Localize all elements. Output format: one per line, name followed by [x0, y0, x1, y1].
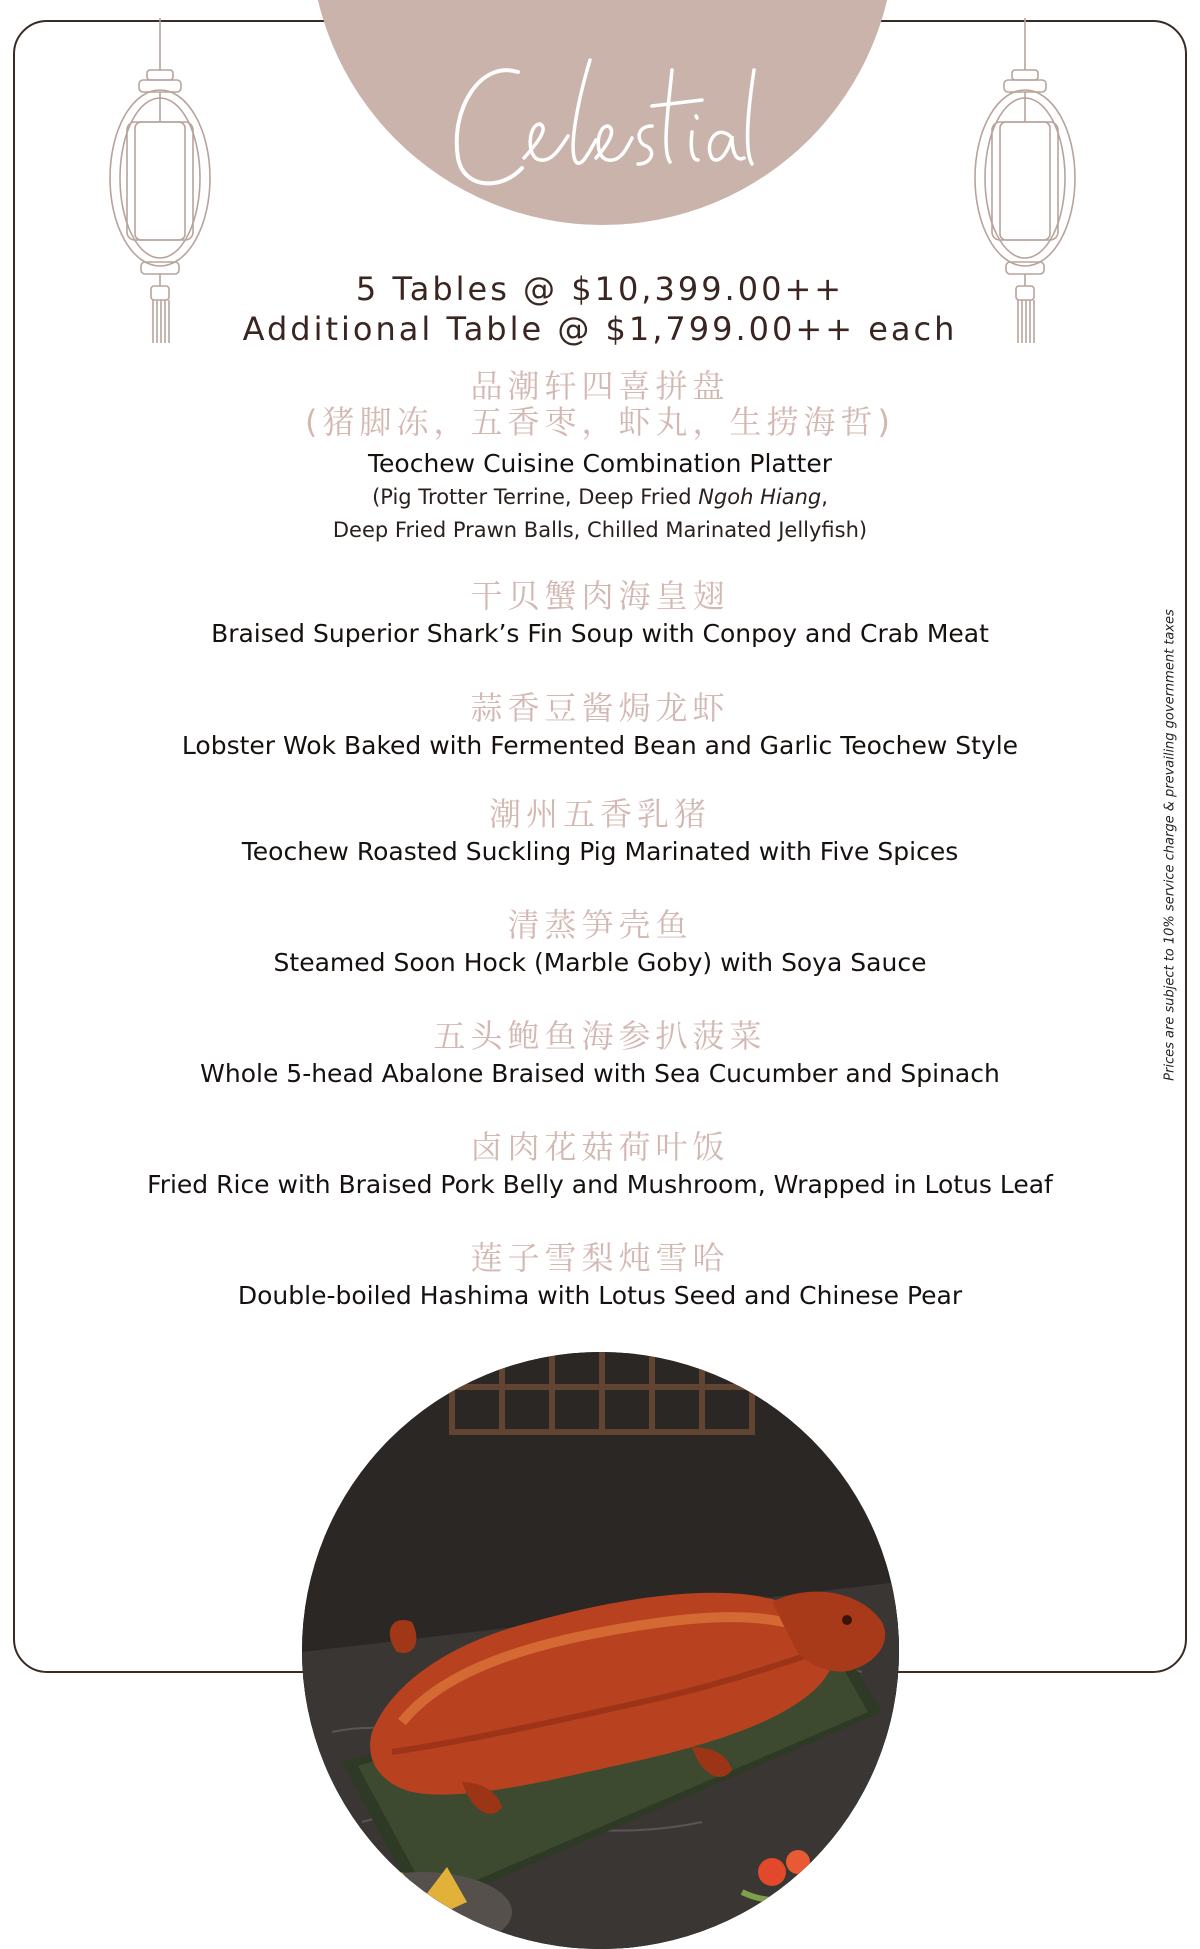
- course-item: [0, 578, 1200, 650]
- course-item: [0, 1129, 1200, 1201]
- course-chinese-name: 潮州五香乳猪: [488, 795, 711, 833]
- service-charge-note: Prices are subject to 10% service charge & prevailing government taxes: [1162, 609, 1178, 1081]
- course-english-name: Whole 5-head Abalone Braised with Sea Cucumber and Spinach: [200, 1059, 1000, 1088]
- course-item: [0, 690, 1200, 762]
- course-chinese-name: 卤肉花菇荷叶饭: [470, 1128, 730, 1166]
- course-description: Deep Fried Prawn Balls, Chilled Marinated Jellyfish): [332, 518, 868, 542]
- celestial-logo: [440, 40, 760, 210]
- course-item: [0, 368, 1200, 547]
- course-english-name: Lobster Wok Baked with Fermented Bean and Garlic Teochew Style: [181, 731, 1019, 760]
- roast-suckling-pig-photo: [302, 1352, 899, 1949]
- course-chinese-name: 干贝蟹肉海皇翅: [470, 577, 730, 615]
- package-price: 5 Tables @ $10,399.00++: [355, 270, 845, 308]
- course-english-name: Teochew Cuisine Combination Platter: [368, 449, 832, 478]
- course-item: [0, 907, 1200, 979]
- course-chinese-name: 蒜香豆酱焗龙虾: [470, 689, 730, 727]
- course-chinese-detail: (猪脚冻，五香枣，虾丸，生捞海哲): [305, 403, 895, 441]
- course-chinese-name: 清蒸笋壳鱼: [507, 906, 693, 944]
- course-item: [0, 796, 1200, 868]
- course-english-name: Double-boiled Hashima with Lotus Seed and Chinese Pear: [237, 1281, 963, 1310]
- course-chinese-name: 品潮轩四喜拼盘: [470, 367, 730, 405]
- course-english-name: Fried Rice with Braised Pork Belly and Mushroom, Wrapped in Lotus Leaf: [147, 1170, 1053, 1199]
- course-chinese-name: 莲子雪梨炖雪哈: [470, 1239, 730, 1277]
- course-english-name: Braised Superior Shark’s Fin Soup with Conpoy and Crab Meat: [211, 619, 989, 648]
- course-english-name: Teochew Roasted Suckling Pig Marinated with Five Spices: [241, 837, 959, 866]
- course-item: [0, 1240, 1200, 1312]
- additional-table-price: Additional Table @ $1,799.00++ each: [242, 310, 958, 348]
- course-description: (Pig Trotter Terrine, Deep Fried Ngoh Hiang,: [372, 485, 828, 509]
- course-chinese-name: 五头鲍鱼海参扒菠菜: [433, 1017, 767, 1055]
- course-item: [0, 1018, 1200, 1090]
- course-english-name: Steamed Soon Hock (Marble Goby) with Soya Sauce: [273, 948, 927, 977]
